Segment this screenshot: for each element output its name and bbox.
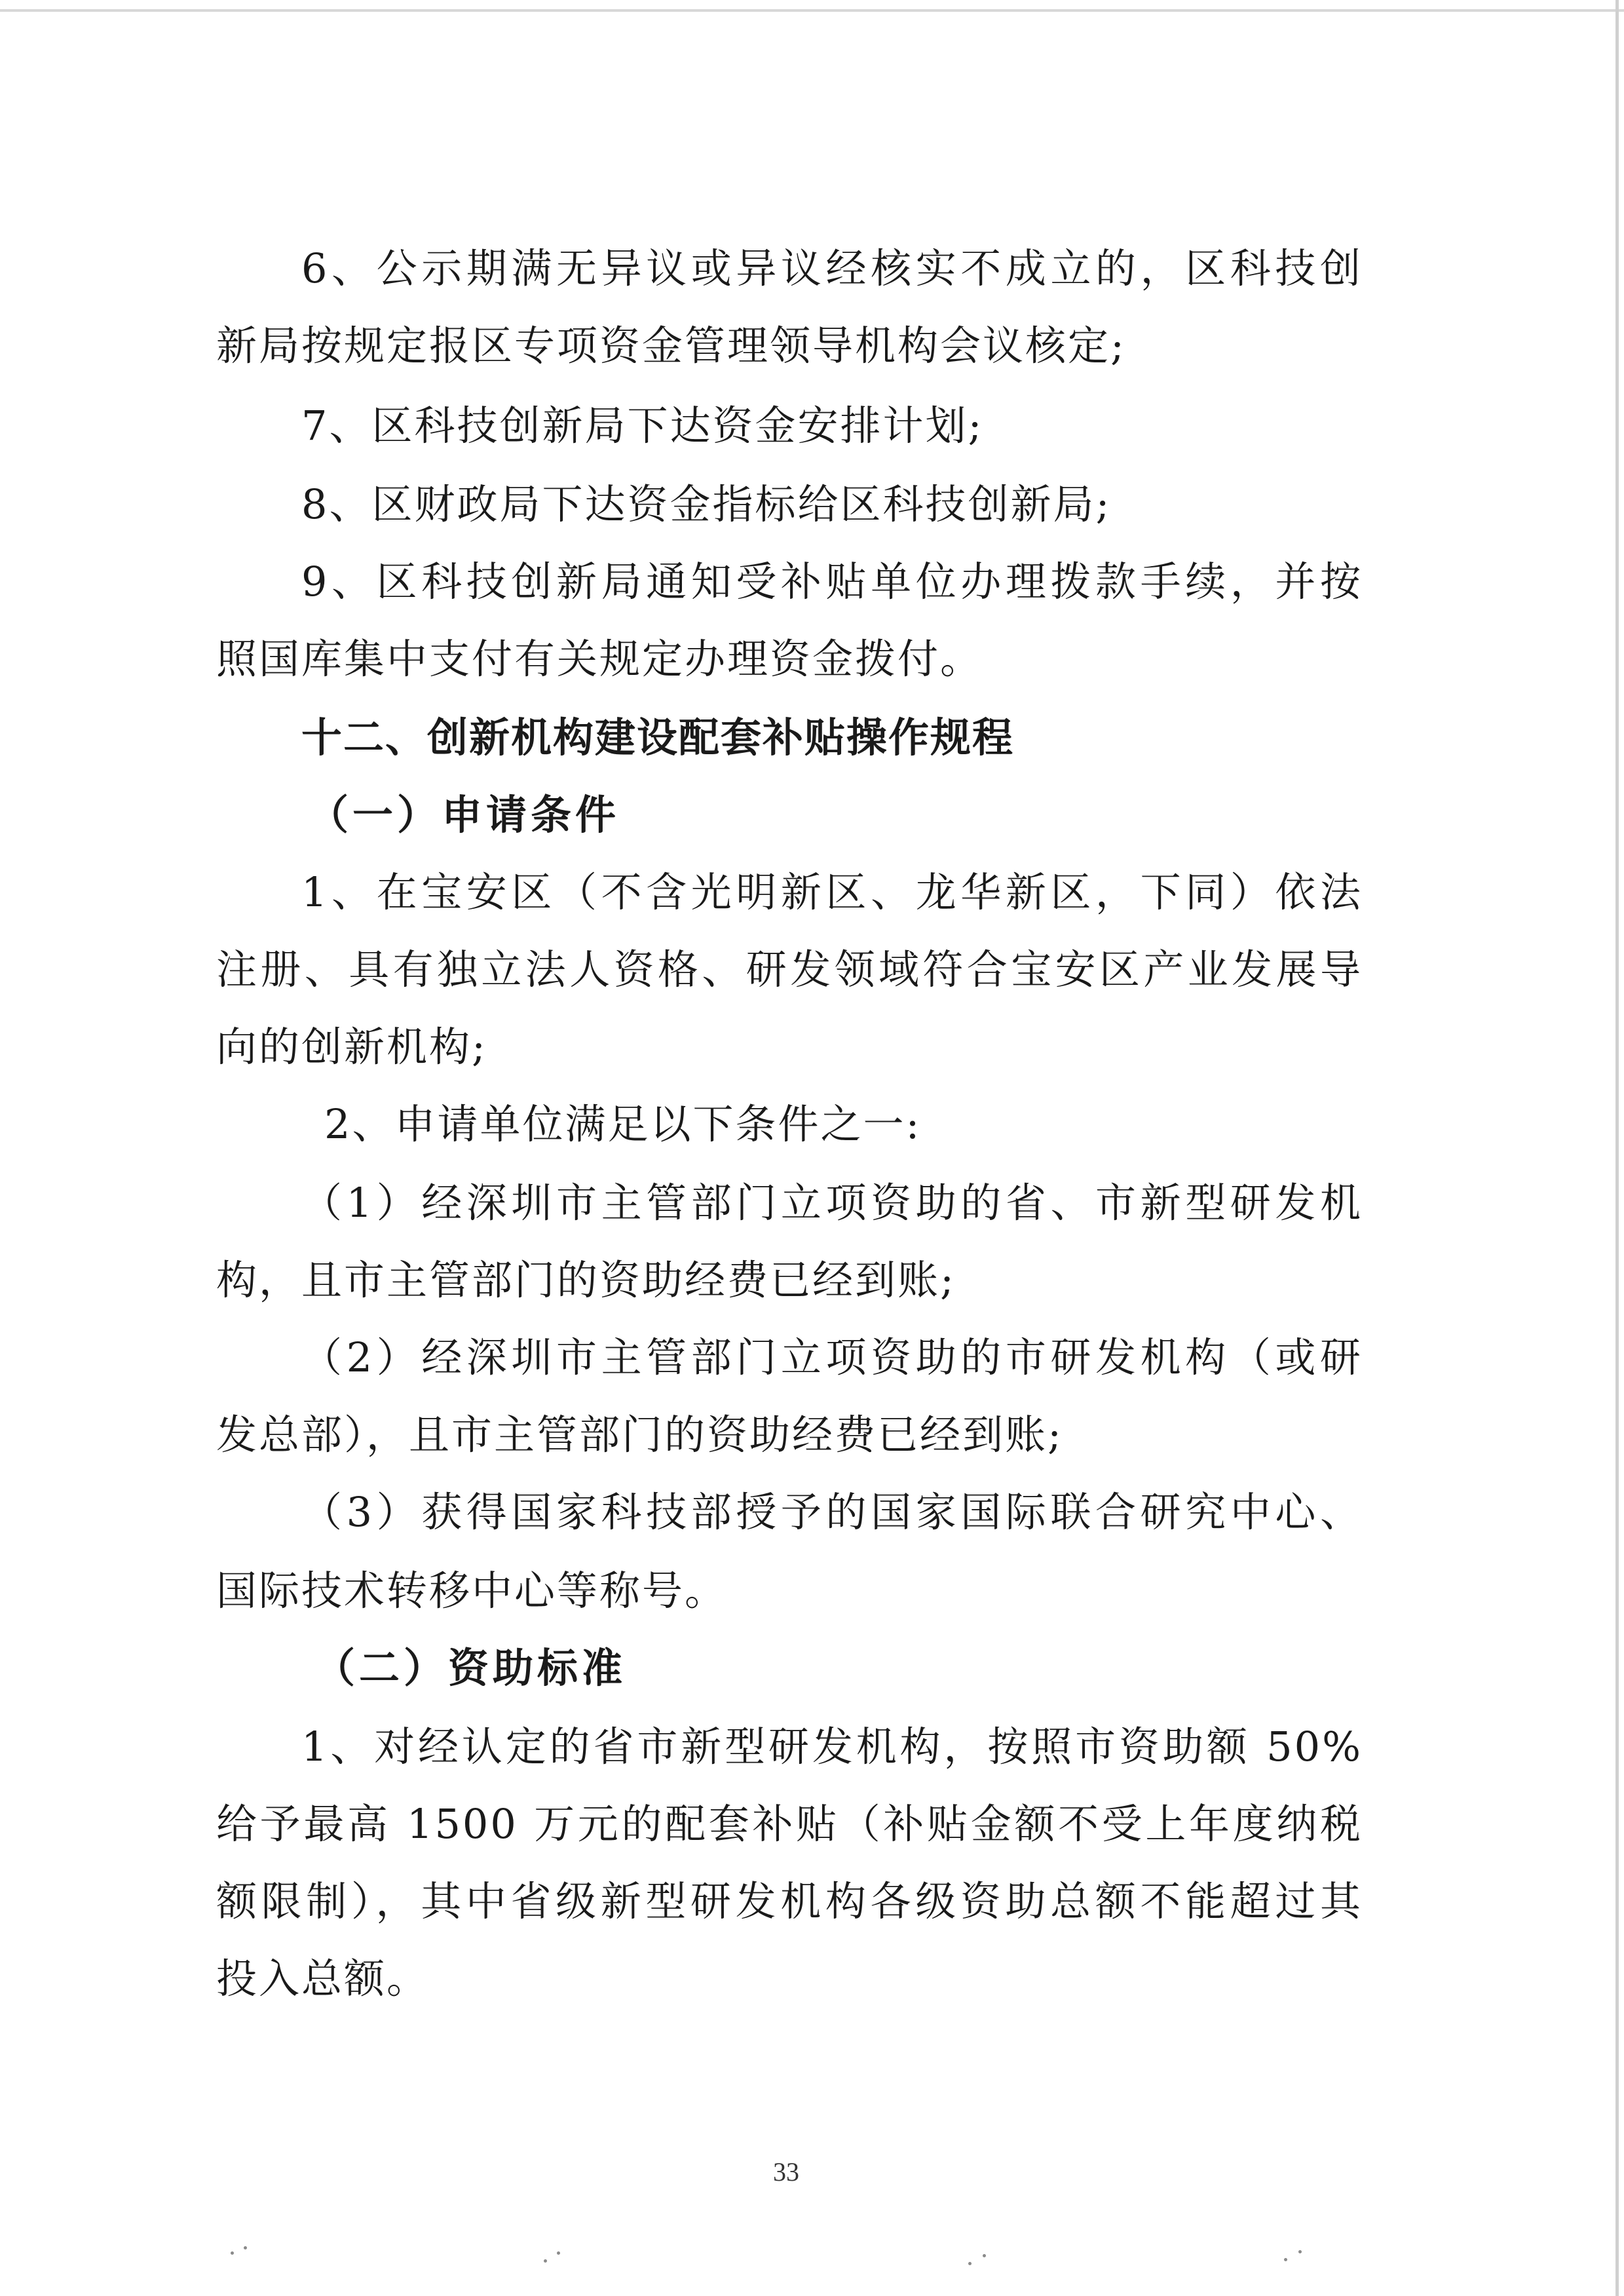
scan-right-edge (1615, 0, 1619, 2296)
condition-2-1-line-2: 构，且市主管部门的资助经费已经到账; (216, 1256, 956, 1304)
condition-2-2-line-1: （2）经深圳市主管部门立项资助的市研发机构（或研 (301, 1333, 1363, 1381)
condition-2-3-line-2: 国际技术转移中心等称号。 (216, 1567, 728, 1615)
standard-1-line-4: 投入总额。 (216, 1955, 430, 2002)
condition-1-line-3: 向的创新机构; (216, 1023, 487, 1071)
page-number: 33 (773, 2157, 799, 2187)
scan-speck (244, 2246, 247, 2249)
paragraph-item-9-line-1: 9、区科技创新局通知受补贴单位办理拨款手续，并按 (301, 558, 1363, 605)
scan-speck (1298, 2250, 1302, 2253)
scan-speck (557, 2251, 560, 2255)
paragraph-item-7: 7、区科技创新局下达资金安排计划; (301, 402, 984, 450)
subsection-title-funding-standards: （二）资助标准 (314, 1644, 627, 1692)
condition-1-line-2: 注册、具有独立法人资格、研发领域符合宝安区产业发展导 (216, 946, 1363, 993)
condition-1-line-1: 1、在宝安区（不含光明新区、龙华新区，下同）依法 (301, 868, 1363, 916)
paragraph-item-6-line-1: 6、公示期满无异议或异议经核实不成立的，区科技创 (301, 244, 1363, 292)
standard-1-line-2: 给予最高 1500 万元的配套补贴（补贴金额不受上年度纳税 (216, 1800, 1363, 1848)
scan-speck (231, 2251, 234, 2255)
paragraph-item-8: 8、区财政局下达资金指标给区科技创新局; (301, 480, 1112, 528)
standard-1-line-3: 额限制），其中省级新型研发机构各级资助总额不能超过其 (216, 1877, 1363, 1925)
condition-2: 2、申请单位满足以下条件之一: (324, 1100, 922, 1148)
scan-speck (983, 2254, 986, 2257)
condition-2-2-line-2: 发总部），且市主管部门的资助经费已经到账; (216, 1411, 1063, 1459)
paragraph-item-9-line-2: 照国库集中支付有关规定办理资金拨付。 (216, 635, 983, 683)
scan-speck (1284, 2258, 1287, 2261)
condition-2-1-line-1: （1）经深圳市主管部门立项资助的省、市新型研发机 (301, 1179, 1363, 1227)
scan-speck (544, 2259, 547, 2263)
scan-speck (968, 2262, 972, 2265)
condition-2-3-line-1: （3）获得国家科技部授予的国家国际联合研究中心、 (301, 1488, 1363, 1536)
section-title: 十二、创新机构建设配套补贴操作规程 (301, 714, 1015, 761)
subsection-title-application-conditions: （一）申请条件 (308, 791, 620, 839)
paragraph-item-6-line-2: 新局按规定报区专项资金管理领导机构会议核定; (216, 322, 1126, 370)
standard-1-line-1: 1、对经认定的省市新型研发机构，按照市资助额 50% (301, 1723, 1363, 1770)
scan-top-edge (0, 9, 1624, 12)
